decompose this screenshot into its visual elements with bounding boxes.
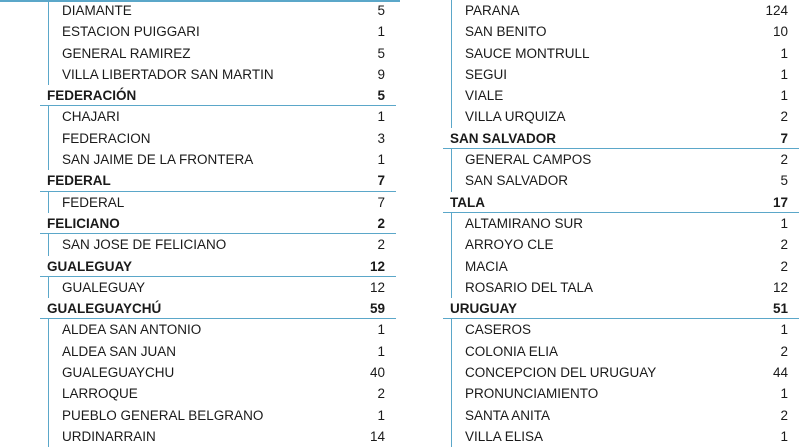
locality-count: 1	[780, 428, 788, 444]
locality-row-estacion-puiggari	[40, 21, 392, 42]
department-total: 17	[772, 194, 788, 210]
department-name: GUALEGUAY	[47, 258, 133, 274]
locality-name: SAUCE MONTRULL	[465, 45, 590, 61]
locality-row-general-campos	[443, 149, 795, 170]
locality-row-aldea-san-antonio	[40, 319, 392, 340]
department-header-tala	[443, 192, 795, 213]
locality-name: ESTACION PUIGGARI	[62, 24, 200, 40]
locality-row-macia	[443, 256, 795, 277]
locality-name: ALTAMIRANO SUR	[465, 215, 584, 231]
locality-count: 1	[377, 109, 385, 125]
locality-count: 124	[765, 3, 788, 18]
locality-row-villa-urquiza	[443, 106, 795, 127]
department-name: TALA	[450, 194, 485, 210]
department-name: URUGUAY	[450, 301, 518, 317]
locality-count: 1	[780, 88, 788, 104]
locality-name: SAN JOSE DE FELICIANO	[62, 237, 227, 253]
locality-name: ALDEA SAN ANTONIO	[62, 322, 202, 338]
locality-count: 5	[377, 45, 385, 61]
department-total: 2	[377, 215, 385, 231]
department-total: 59	[369, 301, 385, 317]
locality-name: COLONIA ELIA	[465, 343, 559, 359]
locality-name: PRONUNCIAMIENTO	[465, 386, 599, 402]
locality-row-viale	[443, 85, 795, 106]
locality-count: 2	[780, 407, 788, 423]
locality-row-pueblo-general-belgrano	[40, 405, 392, 426]
locality-name: SAN SALVADOR	[465, 173, 569, 189]
locality-name: SEGUI	[465, 66, 508, 82]
locality-count: 1	[780, 215, 788, 231]
locality-name: VILLA LIBERTADOR SAN MARTIN	[62, 66, 274, 82]
locality-count: 44	[772, 365, 788, 381]
locality-row-diamante	[40, 0, 392, 21]
locality-name: VIALE	[465, 88, 504, 104]
locality-name: GENERAL RAMIREZ	[62, 45, 191, 61]
department-header-federal	[40, 170, 392, 191]
locality-name: PUEBLO GENERAL BELGRANO	[62, 407, 264, 423]
locality-name: MACIA	[465, 258, 508, 274]
department-name: GUALEGUAYCHÚ	[47, 301, 162, 317]
locality-count: 3	[377, 130, 385, 146]
department-name: FEDERACIÓN	[47, 88, 137, 104]
locality-count: 2	[780, 237, 788, 253]
department-name: FELICIANO	[47, 215, 120, 231]
locality-count: 1	[377, 343, 385, 359]
locality-count: 1	[377, 152, 385, 168]
locality-name: CASEROS	[465, 322, 532, 338]
locality-row-san-jaime-de-la-frontera	[40, 149, 392, 170]
locality-row-altamirano-sur	[443, 213, 795, 234]
locality-count: 1	[780, 66, 788, 82]
locality-name: CONCEPCION DEL URUGUAY	[465, 365, 657, 381]
left-table	[40, 0, 392, 447]
locality-count: 2	[780, 152, 788, 168]
locality-count: 5	[377, 3, 385, 18]
locality-count: 14	[369, 428, 385, 444]
department-header-federacion	[40, 85, 392, 106]
locality-count: 2	[780, 109, 788, 125]
locality-row-gualeguay	[40, 277, 392, 298]
locality-count: 2	[377, 237, 385, 253]
locality-name: ARROYO CLE	[465, 237, 554, 253]
locality-name: CHAJARI	[62, 109, 120, 125]
department-total: 5	[377, 88, 385, 104]
locality-name: GUALEGUAYCHU	[62, 365, 175, 381]
locality-row-segui	[443, 64, 795, 85]
department-header-feliciano	[40, 213, 392, 234]
locality-row-parana	[443, 0, 795, 21]
locality-name: FEDERACION	[62, 130, 151, 146]
department-header-gualeguaychu	[40, 298, 392, 319]
locality-name: PARANA	[465, 3, 520, 18]
locality-name: ALDEA SAN JUAN	[62, 343, 177, 359]
locality-row-pronunciamiento	[443, 383, 795, 404]
locality-row-larroque	[40, 383, 392, 404]
department-total: 7	[377, 173, 385, 189]
locality-count: 12	[772, 279, 788, 295]
locality-row-santa-anita	[443, 405, 795, 426]
locality-count: 40	[369, 365, 385, 381]
locality-row-general-ramirez	[40, 43, 392, 64]
locality-row-gualeguaychu	[40, 362, 392, 383]
locality-count: 2	[377, 386, 385, 402]
locality-count: 9	[377, 66, 385, 82]
locality-row-san-jose-de-feliciano	[40, 234, 392, 255]
department-name: SAN SALVADOR	[450, 130, 557, 146]
locality-row-federacion	[40, 128, 392, 149]
locality-count: 1	[377, 407, 385, 423]
locality-row-arroyo-cle	[443, 234, 795, 255]
locality-name: VILLA URQUIZA	[465, 109, 566, 125]
locality-row-aldea-san-juan	[40, 341, 392, 362]
locality-name: URDINARRAIN	[62, 428, 156, 444]
locality-count: 12	[369, 279, 385, 295]
locality-count: 7	[377, 194, 385, 210]
locality-name: DIAMANTE	[62, 3, 132, 18]
department-total: 7	[780, 130, 788, 146]
locality-name: GENERAL CAMPOS	[465, 152, 592, 168]
locality-name: SANTA ANITA	[465, 407, 551, 423]
locality-count: 10	[772, 24, 788, 40]
locality-name: VILLA ELISA	[465, 428, 544, 444]
department-header-uruguay	[443, 298, 795, 319]
locality-count: 5	[780, 173, 788, 189]
right-table	[443, 0, 795, 447]
locality-name: FEDERAL	[62, 194, 125, 210]
locality-row-villa-elisa	[443, 426, 795, 447]
locality-row-urdinarrain	[40, 426, 392, 447]
locality-count: 1	[780, 386, 788, 402]
locality-row-rosario-del-tala	[443, 277, 795, 298]
locality-count: 1	[780, 45, 788, 61]
department-total: 12	[369, 258, 385, 274]
locality-row-federal	[40, 192, 392, 213]
locality-count: 1	[377, 24, 385, 40]
department-header-san-salvador	[443, 128, 795, 149]
locality-row-caseros	[443, 319, 795, 340]
locality-name: LARROQUE	[62, 386, 138, 402]
locality-name: SAN JAIME DE LA FRONTERA	[62, 152, 254, 168]
locality-count: 1	[780, 322, 788, 338]
locality-name: ROSARIO DEL TALA	[465, 279, 594, 295]
locality-row-sauce-montrull	[443, 43, 795, 64]
locality-count: 2	[780, 258, 788, 274]
locality-name: GUALEGUAY	[62, 279, 146, 295]
locality-count: 2	[780, 343, 788, 359]
locality-row-villa-libertador-san-martin	[40, 64, 392, 85]
locality-row-colonia-elia	[443, 341, 795, 362]
locality-row-san-salvador	[443, 170, 795, 191]
locality-row-concepcion-del-uruguay	[443, 362, 795, 383]
department-header-gualeguay	[40, 256, 392, 277]
locality-name: SAN BENITO	[465, 24, 547, 40]
locality-count: 1	[377, 322, 385, 338]
locality-row-chajari	[40, 106, 392, 127]
department-total: 51	[772, 301, 788, 317]
locality-row-san-benito	[443, 21, 795, 42]
department-name: FEDERAL	[47, 173, 111, 189]
